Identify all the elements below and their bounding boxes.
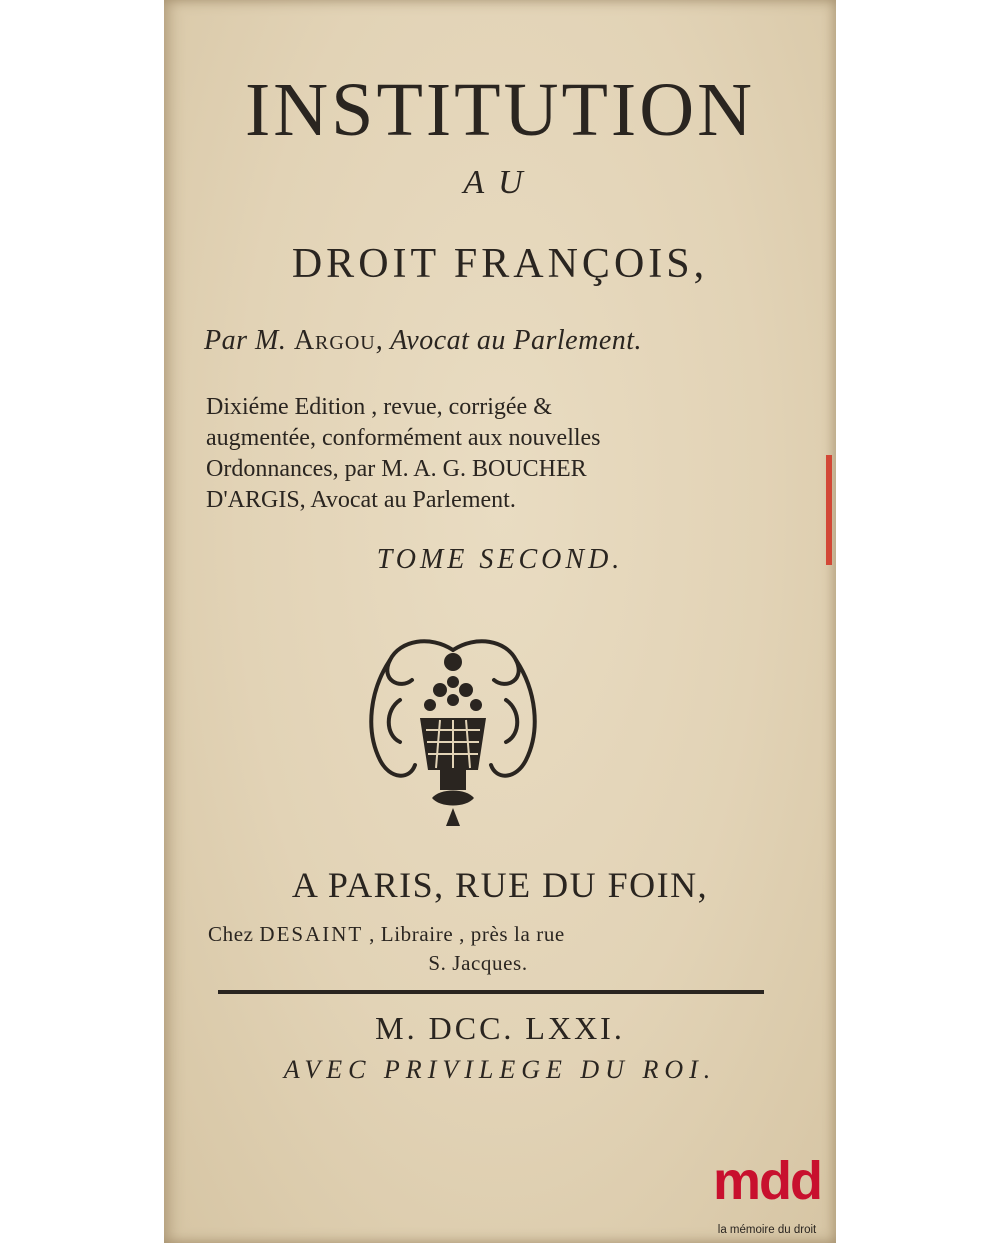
publisher-street: S. Jacques. bbox=[428, 951, 528, 975]
brand-logo bbox=[700, 1152, 834, 1243]
publisher-line bbox=[208, 922, 748, 947]
author-suffix: , Avocat au Parlement. bbox=[375, 325, 643, 356]
book-subtitle: DROIT FRANÇOIS, bbox=[291, 241, 709, 287]
royal-privilege: AVEC PRIVILEGE DU ROI. bbox=[283, 1055, 717, 1084]
edition-line: augmentée, conformément aux nouvelles bbox=[206, 425, 601, 451]
logo-mark: mdd bbox=[713, 1151, 821, 1211]
logo-tagline: la mémoire du droit bbox=[717, 1224, 817, 1236]
publisher-chez: Chez bbox=[208, 922, 254, 946]
edition-line: D'ARGIS, Avocat au Parlement. bbox=[206, 487, 516, 513]
author-name: Argou bbox=[293, 325, 376, 356]
basket-ornament-icon bbox=[360, 630, 546, 830]
edition-statement bbox=[206, 392, 766, 516]
book-title: INSTITUTION bbox=[244, 68, 755, 152]
imprint-publisher bbox=[208, 922, 748, 976]
publication-date: M. DCC. LXXI. bbox=[375, 1010, 625, 1046]
title-preposition: AU bbox=[463, 164, 537, 201]
author-line bbox=[204, 325, 642, 357]
publisher-rest: , Libraire , près la rue bbox=[369, 922, 565, 946]
horizontal-rule bbox=[218, 990, 764, 994]
edition-line: Dixiéme Edition , revue, corrigée & bbox=[206, 394, 552, 420]
edition-line: Ordonnances, par M. A. G. BOUCHER bbox=[206, 456, 587, 482]
author-prefix: Par M. bbox=[204, 325, 287, 356]
imprint-city: A PARIS, RUE DU FOIN, bbox=[291, 865, 709, 905]
publisher-name: DESAINT bbox=[259, 922, 364, 946]
volume-label: TOME SECOND. bbox=[376, 544, 624, 575]
